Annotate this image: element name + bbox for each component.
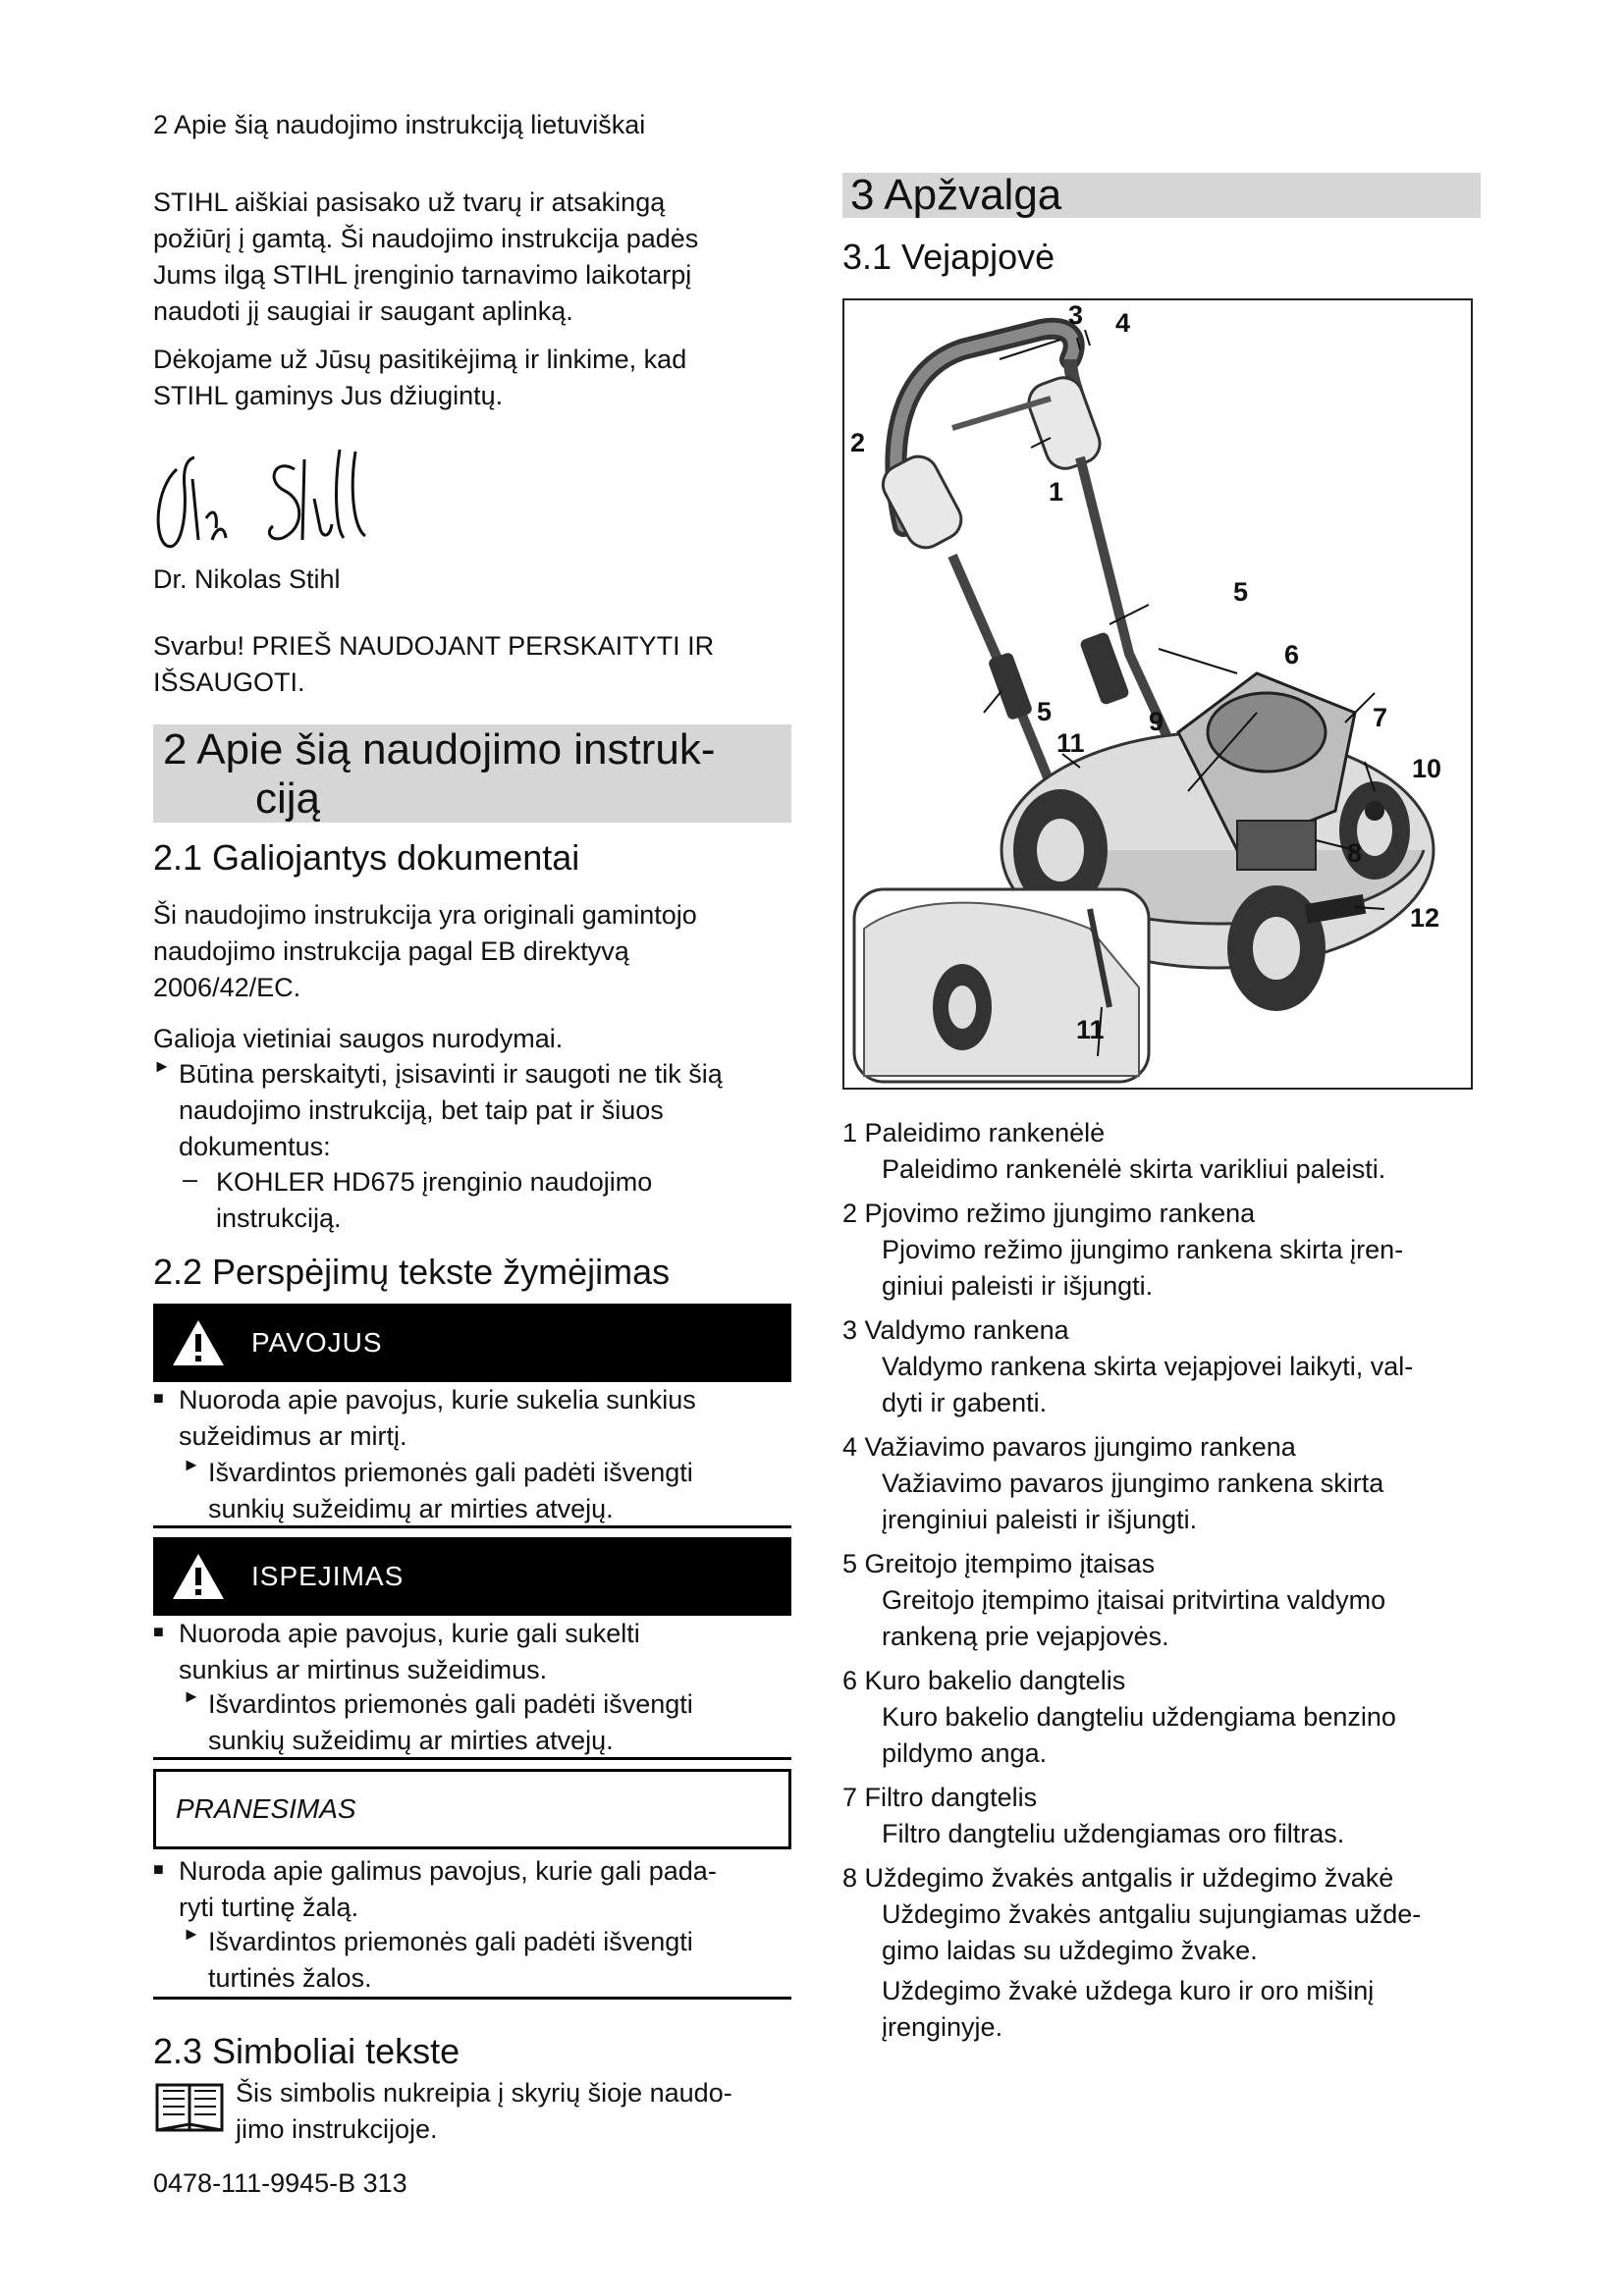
s21-line: naudojimo instrukcija pagal EB direktyvą (153, 936, 629, 966)
legend-item-3 (842, 1312, 1481, 1421)
section-3-title-text: 3 Apžvalga (850, 171, 1062, 219)
legend-desc: Uždegimo žvakės antgaliu sujungiamas užde- (882, 1899, 1422, 1929)
notice-item-line: ryti turtinę žalą. (179, 1893, 359, 1922)
mower-figure (842, 298, 1473, 1090)
dash-line: KOHLER HD675 įrenginio naudojimo (216, 1167, 653, 1197)
legend-title: 7 Filtro dangtelis (842, 1783, 1038, 1812)
legend-desc: Uždegimo žvakė uždega kuro ir oro mišinį (882, 1976, 1375, 2005)
s21-paragraph-2: Galioja vietiniai saugos nurodymai. (153, 1024, 564, 1053)
s21-line: 2006/42/EC. (153, 973, 301, 1002)
arrow-bullet-icon: ► (183, 1455, 200, 1474)
legend-desc: Kuro bakelio dangteliu uždengiama benzino (882, 1702, 1396, 1732)
legend-desc: Pjovimo režimo įjungimo rankena skirta įren- (882, 1235, 1404, 1264)
signer-name: Dr. Nikolas Stihl (153, 564, 341, 594)
legend-title: 8 Uždegimo žvakės antgalis ir uždegimo žvakė (842, 1863, 1394, 1893)
intro-line: STIHL aiškiai pasisako už tvarų ir atsakingą (153, 187, 666, 217)
s21-bullet (153, 1056, 791, 1165)
s21-dash-item (183, 1164, 791, 1237)
important-line: IŠSAUGOTI. (153, 667, 305, 697)
callout-1: 1 (1049, 477, 1064, 507)
legend-desc: dyti ir gabenti. (882, 1388, 1048, 1417)
legend-title: 1 Paleidimo rankenėlė (842, 1118, 1106, 1148)
intro-line: požiūrį į gamtą. Ši naudojimo instrukcija padės (153, 224, 699, 253)
danger-subitem (183, 1455, 791, 1527)
bullet-line: Būtina perskaityti, įsisavinti ir saugoti ne tik šią (179, 1059, 723, 1089)
legend-title: 3 Valdymo rankena (842, 1315, 1069, 1345)
legend-desc: Filtro dangteliu uždengiamas oro filtras. (882, 1819, 1345, 1848)
legend-title: 4 Važiavimo pavaros įjungimo rankena (842, 1432, 1296, 1462)
warning-banner (153, 1537, 791, 1616)
intro-line: Dėkojame už Jūsų pasitikėjimą ir linkime, kad (153, 345, 687, 374)
callout-6: 6 (1284, 640, 1300, 669)
warning-sub-line: sunkių sužeidimų ar mirties atvejų. (208, 1726, 614, 1755)
danger-item-line: Nuoroda apie pavojus, kurie sukelia sunkius (179, 1385, 696, 1415)
warning-subitem (183, 1686, 791, 1759)
legend-list (842, 1115, 1481, 2046)
warning-item (153, 1616, 791, 1688)
legend-desc: Greitojo įtempimo įtaisai pritvirtina valdymo (882, 1585, 1386, 1615)
important-line: Svarbu! PRIEŠ NAUDOJANT PERSKAITYTI IR (153, 631, 715, 661)
warning-label: ISPEJIMAS (251, 1561, 405, 1591)
legend-desc: įrenginiui paleisti ir išjungti. (882, 1505, 1198, 1534)
callout-10: 10 (1412, 754, 1442, 783)
legend-desc: giniui paleisti ir išjungti. (882, 1271, 1154, 1301)
running-title: 2 Apie šią naudojimo instrukciją lietuviškai (153, 110, 646, 139)
mower-illustration (844, 300, 1471, 1088)
warning-item-line: Nuoroda apie pavojus, kurie gali sukelti (179, 1619, 640, 1648)
footer-doc-code: 0478-111-9945-B 313 (153, 2168, 407, 2198)
warning-end-rule (153, 1757, 791, 1760)
section-2-title-line2: ciją (255, 774, 321, 823)
danger-item-line: sužeidimus ar mirtį. (179, 1421, 407, 1451)
danger-sub-line: Išvardintos priemonės gali padėti išvengti (208, 1458, 693, 1487)
square-bullet: ■ (153, 1388, 164, 1408)
legend-desc: rankeną prie vejapjovės. (882, 1622, 1169, 1651)
danger-end-rule (153, 1525, 791, 1528)
notice-item-line: Nuroda apie galimus pavojus, kurie gali pada- (179, 1856, 717, 1886)
warning-triangle-icon (171, 1552, 226, 1601)
s23-text (236, 2075, 795, 2148)
callout-5-left: 5 (1037, 697, 1053, 726)
book-icon (155, 2081, 224, 2134)
callout-2: 2 (850, 428, 866, 457)
callout-3: 3 (1068, 300, 1084, 330)
legend-title: 5 Greitojo įtempimo įtaisas (842, 1549, 1156, 1578)
notice-sub-line: turtinės žalos. (208, 1963, 372, 1993)
notice-sub-line: Išvardintos priemonės gali padėti išvengti (208, 1927, 693, 1956)
legend-desc: gimo laidas su uždegimo žvake. (882, 1936, 1258, 1965)
warning-triangle-icon (171, 1318, 226, 1367)
legend-item-2 (842, 1196, 1481, 1305)
legend-item-7 (842, 1780, 1481, 1852)
legend-item-6 (842, 1663, 1481, 1772)
s21-paragraph-1 (153, 897, 791, 1006)
legend-title: 2 Pjovimo režimo įjungimo rankena (842, 1199, 1256, 1228)
callout-9: 9 (1149, 707, 1164, 736)
arrow-bullet-icon: ► (153, 1056, 171, 1076)
legend-title: 6 Kuro bakelio dangtelis (842, 1666, 1126, 1695)
callout-11-main: 11 (1056, 728, 1085, 758)
legend-item-5 (842, 1546, 1481, 1655)
intro-paragraph-2 (153, 342, 791, 414)
warning-item-line: sunkius ar mirtinus sužeidimus. (179, 1655, 548, 1684)
danger-label: PAVOJUS (251, 1327, 383, 1358)
notice-end-rule (153, 1997, 791, 2000)
arrow-bullet-icon: ► (183, 1924, 200, 1944)
arrow-bullet-icon: ► (183, 1686, 200, 1706)
s21-line: Ši naudojimo instrukcija yra originali gamintojo (153, 900, 697, 930)
danger-item (153, 1382, 791, 1455)
callout-5-top: 5 (1233, 577, 1249, 607)
bullet-line: dokumentus: (179, 1132, 331, 1161)
section-3-title (842, 173, 1481, 218)
section-2-1-title: 2.1 Galiojantys dokumentai (153, 837, 580, 878)
s23-line: Šis simbolis nukreipia į skyrių šioje naudo- (236, 2078, 732, 2108)
notice-item (153, 1853, 791, 1926)
legend-item-8 (842, 1860, 1481, 2046)
intro-line: naudoti jį saugiai ir saugant aplinką. (153, 296, 573, 326)
notice-banner (153, 1769, 791, 1849)
warning-sub-line: Išvardintos priemonės gali padėti išvengti (208, 1689, 693, 1719)
dash-line: instrukciją. (216, 1203, 342, 1233)
legend-item-1 (842, 1115, 1481, 1188)
important-note (153, 628, 791, 701)
legend-desc: Paleidimo rankenėlė skirta varikliui paleisti. (882, 1154, 1386, 1184)
callout-7: 7 (1373, 703, 1388, 732)
section-3-1-title: 3.1 Vejapjovė (842, 237, 1056, 277)
section-2-title (153, 724, 791, 823)
intro-line: Jums ilgą STIHL įrenginio tarnavimo laikotarpį (153, 260, 692, 290)
callout-12: 12 (1410, 903, 1440, 933)
section-2-3-title: 2.3 Simboliai tekste (153, 2031, 460, 2071)
notice-label: PRANESIMAS (176, 1793, 356, 1824)
legend-desc: įrenginyje. (882, 2012, 1003, 2042)
danger-banner (153, 1304, 791, 1382)
square-bullet: ■ (153, 1859, 164, 1879)
square-bullet: ■ (153, 1622, 164, 1641)
notice-subitem (183, 1924, 791, 1997)
intro-paragraph-1 (153, 185, 791, 330)
dash-bullet: – (183, 1164, 198, 1194)
danger-sub-line: sunkių sužeidimų ar mirties atvejų. (208, 1494, 614, 1523)
s23-line: jimo instrukcijoje. (236, 2114, 438, 2144)
callout-11-inset: 11 (1076, 1015, 1105, 1044)
legend-item-4 (842, 1429, 1481, 1538)
callout-4: 4 (1115, 308, 1131, 338)
signature-image (147, 430, 383, 558)
section-2-2-title: 2.2 Perspėjimų tekste žymėjimas (153, 1252, 671, 1292)
intro-line: STIHL gaminys Jus džiugintų. (153, 381, 504, 410)
legend-desc: Važiavimo pavaros įjungimo rankena skirta (882, 1468, 1384, 1498)
callout-8: 8 (1347, 838, 1363, 868)
section-2-title-line1: 2 Apie šią naudojimo instruk- (163, 725, 716, 774)
legend-desc: pildymo anga. (882, 1738, 1048, 1768)
bullet-line: naudojimo instrukciją, bet taip pat ir šiuos (179, 1095, 664, 1125)
legend-desc: Valdymo rankena skirta vejapjovei laikyti, val- (882, 1352, 1414, 1381)
